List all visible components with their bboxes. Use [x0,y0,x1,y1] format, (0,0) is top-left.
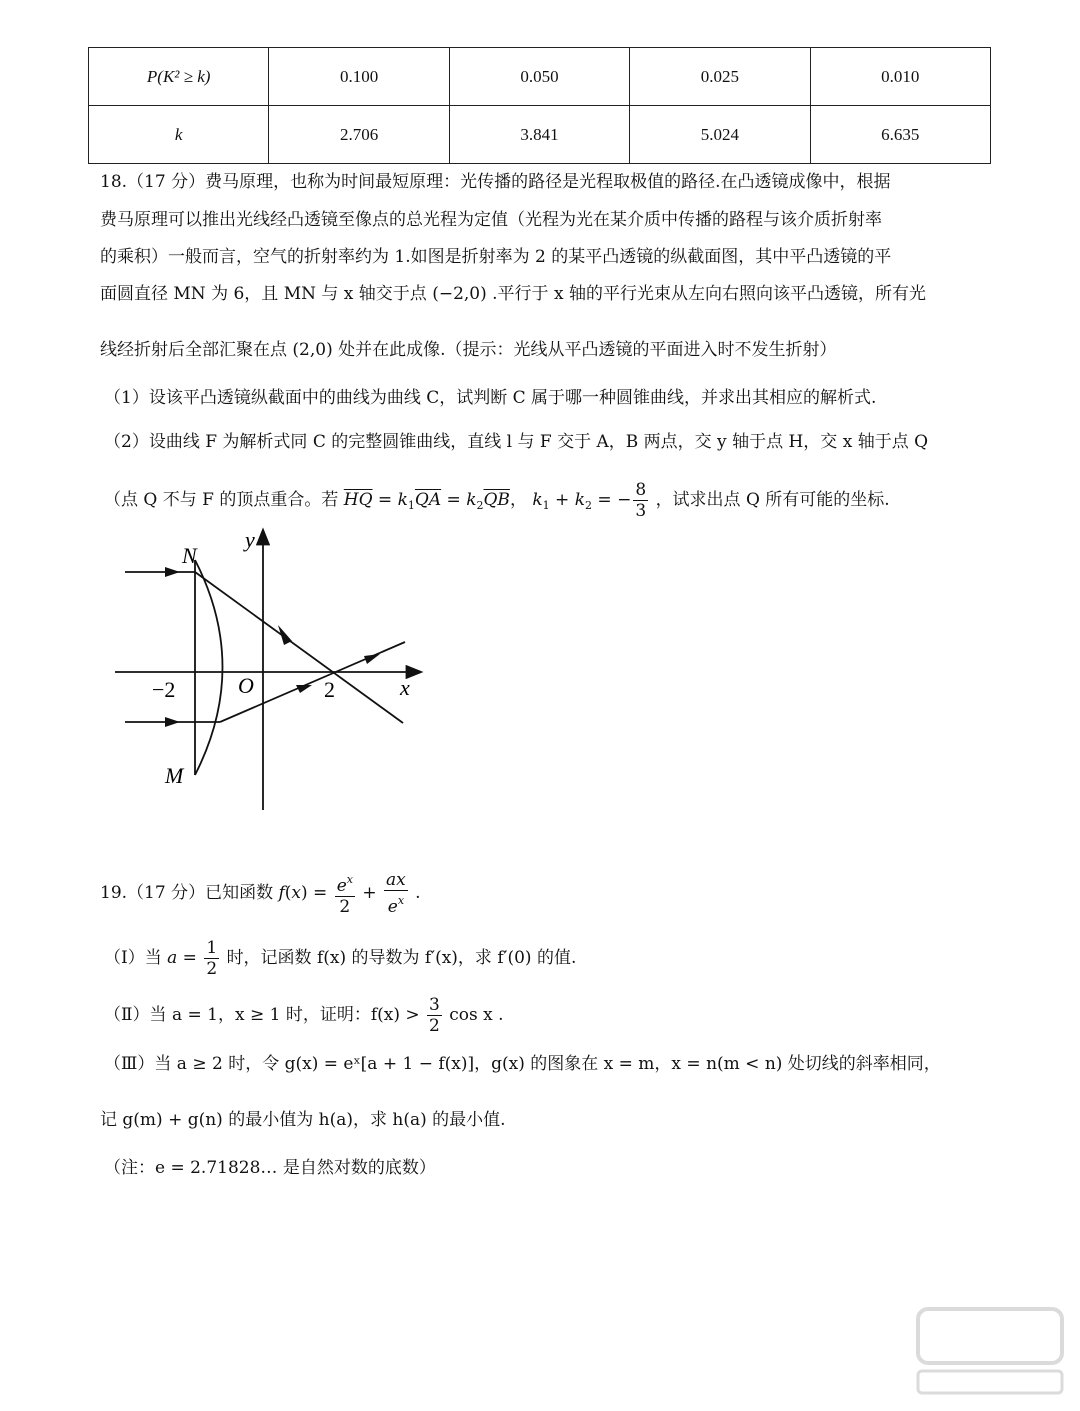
table-row [89,106,991,164]
lens-curve [195,560,223,775]
label-x: x [400,675,410,700]
table-cell: k [89,106,269,164]
label-origin: O [238,673,254,698]
function-definition: f(x) = $\frac{e^x}{2}$ + $\frac{ax}{e^x}$ . [278,870,421,917]
q18-part-2: （2）设曲线 F 为解析式同 C 的完整圆锥曲线，直线 l 与 F 交于 A，B 两点，交 y 轴于点 H，交 x 轴于点 Q [104,432,929,452]
q18-text-line: 18.（17 分）费马原理，也称为时间最短原理：光传播的路径是光程取极值的路径.在凸透镜成像中，根据 [100,172,891,192]
q18-text-line: 的乘积）一般而言，空气的折射率约为 1.如图是折射率为 2 的某平凸透镜的纵截面图，其中平凸透镜的平 [100,247,892,267]
table-cell: 0.050 [449,48,629,106]
label-neg-2: −2 [152,677,176,702]
q19-part-1: （Ⅰ）当 a = $\frac{1}{2}$ 时，记函数 f(x) 的导数为 f′(x)，求 f′(0) 的值. [104,938,577,979]
arrow-icon [364,654,380,664]
q18-text-line: 线经折射后全部汇聚在点 (2,0) 处并在此成像.（提示：光线从平凸透镜的平面进入时不发生折射） [100,340,837,360]
table-cell: 2.706 [269,106,449,164]
q19-prefix: 19.（17 分）已知函数 [100,883,274,903]
table-cell: 0.025 [630,48,810,106]
q19-part-3-cont: 记 g(m) + g(n) 的最小值为 h(a)，求 h(a) 的最小值. [100,1110,506,1130]
q19-note: （注：e = 2.71828… 是自然对数的底数） [104,1158,436,1178]
table-cell: 6.635 [810,106,990,164]
arrow-icon [296,685,312,693]
q19-part-3: （Ⅲ）当 a ≥ 2 时，令 g(x) = eˣ[a + 1 − f(x)]，g(x) 的图象在 x = m，x = n(m < n) 处切线的斜率相同， [104,1054,941,1074]
q18-part-2-condition [104,480,890,521]
q19-part-2: （Ⅱ）当 a = 1，x ≥ 1 时，证明：f(x) > $\frac{3}{2}$ cos x . [104,995,504,1036]
q18-part-2-suffix: ，试求出点 Q 所有可能的坐标. [655,490,890,510]
table-cell: P(K² ≥ k) [89,48,269,106]
q19-part-2-prefix: （Ⅱ）当 a = 1，x ≥ 1 时，证明：f(x) > [104,1005,420,1025]
arrow-icon [278,625,292,645]
q19-part-1-prefix: （Ⅰ）当 [104,948,162,968]
table-row [89,48,991,106]
table-cell: 0.100 [269,48,449,106]
table-cell: 5.024 [630,106,810,164]
q18-text-line: 面圆直径 MN 为 6，且 MN 与 x 轴交于点 (−2,0) .平行于 x 轴的平行光束从左向右照向该平凸透镜，所有光 [100,284,926,304]
label-2: 2 [324,677,335,702]
label-y: y [245,527,255,552]
label-N: N [182,543,197,568]
q18-text-line: 费马原理可以推出光线经凸透镜至像点的总光程为定值（光程为光在某介质中传播的路程与该介质折射率 [100,210,882,230]
table-cell: 3.841 [449,106,629,164]
q19-part-2-suffix: cos x . [449,1005,504,1025]
q18-part-1: （1）设该平凸透镜纵截面中的曲线为曲线 C，试判断 C 属于哪一种圆锥曲线，并求出其相应的解析式. [104,388,877,408]
watermark-logo-icon [910,1301,1070,1401]
table-cell: 0.010 [810,48,990,106]
label-M: M [165,763,184,788]
arrow-icon [165,717,180,727]
lens-diagram [110,525,430,820]
q18-part-2-prefix: （点 Q 不与 F 的顶点重合。若 [104,490,339,510]
arrow-icon [165,567,180,577]
vector-equation: $\overline{HQ} = k_1\overline{QA} = k_2\overline{QB}$， $k_1 + k_2$ = − $\frac{8}{3}$ [343,480,647,521]
critical-value-table [88,47,991,164]
q19-part-1-suffix: 时，记函数 f(x) 的导数为 f′(x)，求 f′(0) 的值. [226,948,577,968]
refracted-ray-top [195,572,403,723]
q19-stem [100,870,421,917]
